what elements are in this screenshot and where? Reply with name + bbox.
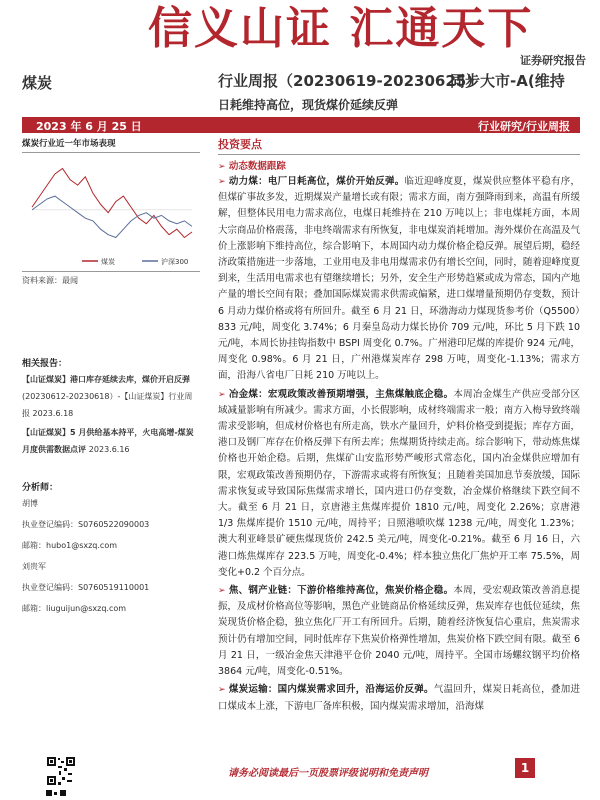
qr-code-icon[interactable] [46, 756, 76, 786]
left-column [22, 136, 200, 619]
analyst-name: 胡博 [22, 499, 38, 508]
report-type: 证券研究报告 [520, 54, 586, 67]
report-title: 行业周报（20230619-20230625） [218, 72, 482, 90]
related-report-title: 【山证煤炭】港口库存延续去库，煤价开启反弹 [22, 375, 190, 384]
brand-slogan: 信义山证 汇通天下 [148, 3, 534, 54]
chart-svg [22, 153, 200, 273]
arrow-icon: ➢ [218, 177, 226, 187]
bullet-lead: 动力煤：电厂日耗高位，煤价开始反弹。 [228, 176, 405, 187]
bullet-lead: 焦、钢产业链：下游价格维持高位，焦炭价格企稳。 [228, 585, 454, 597]
bullet-thermal-coal [218, 174, 580, 385]
bullet-text: 气温回升，煤炭日耗高位，叠加进口煤成本上涨，下游电厂备库积极，国内煤炭需求增加，沿海煤 [218, 684, 580, 712]
arrow-icon: ➢ [218, 586, 226, 597]
subhead-text: 动态数据跟踪 [228, 161, 286, 172]
related-report[interactable] [22, 424, 200, 458]
analyst-email[interactable]: 邮箱：liuguijun@sxzq.com [22, 604, 127, 613]
report-category: 行业研究/行业周报 [477, 120, 570, 133]
chart-source: 资料来源：最闻 [22, 276, 78, 285]
qr-code-icon[interactable] [46, 790, 66, 800]
legend-label: 沪深300 [161, 258, 189, 266]
legend-label: 煤炭 [101, 258, 115, 266]
date-bar [22, 117, 580, 133]
analyst-email[interactable]: 邮箱：hubo1@sxzq.com [22, 541, 118, 550]
report-subtitle: 日耗维持高位，现货煤价延续反弹 [218, 98, 399, 112]
chart-title: 煤炭行业近一年市场表现 [22, 139, 116, 149]
bullet-coking-coal [218, 387, 580, 581]
analyst-name: 刘贵军 [22, 562, 46, 571]
related-report[interactable] [22, 371, 200, 422]
bullet-coke-steel [218, 583, 580, 680]
series-line-1 [32, 196, 192, 237]
arrow-icon: ➢ [218, 389, 226, 400]
bullet-lead: 煤炭运输：国内煤炭需求回升，沿海运价反弹。 [228, 684, 434, 696]
related-report-meta: 2023.6.16 [88, 445, 130, 454]
related-report-meta: (20230612-20230618）-【山证煤炭】行业周报 2023.6.18 [22, 392, 193, 418]
report-date: 2023 年 6 月 25 日 [36, 120, 142, 133]
page-number: 1 [515, 758, 535, 778]
bullet-text: 本周，受宏观政策改善消息提振，及成材价格高位等影响，黑色产业链商品价格延续反弹，焦炭库存也低位延续，焦炭现货价格企稳，独立焦化厂开工有所回升。后期，随着经济恢复信心重启，焦炭需求预计仍有增加空间，同时低库存下焦炭价格弹性增加，焦炭价格下跌空间有限。截至 6 月 21 日，一级冶金焦天津港平仓价 2040 元/吨，周持平。全国市场螺纹钢平均价格 3864 元/吨，周变化-0.51%。 [218, 585, 580, 678]
analyst-license: 执业登记编码：S0760519110001 [22, 583, 150, 592]
performance-chart [22, 152, 200, 272]
related-head: 相关报告： [22, 359, 68, 369]
analyst-head: 分析师： [22, 483, 59, 493]
bullet-lead: 冶金煤：宏观政策改善预期增强，主焦煤触底企稳。 [228, 388, 454, 400]
right-column [218, 136, 580, 715]
series-line-0 [32, 169, 192, 238]
related-report-title: 【山证煤炭】5 月供给基本持平，火电高增-煤炭月度供需数据点评 [22, 428, 194, 454]
rating: 同步大市-A(维持 [450, 72, 565, 90]
analyst-license: 执业登记编码：S0760522090003 [22, 520, 150, 529]
arrow-icon: ➢ [218, 162, 226, 172]
disclaimer: 请务必阅读最后一页股票评级说明和免责声明 [228, 768, 428, 779]
bullet-transport [218, 682, 580, 714]
investment-head: 投资要点 [218, 136, 580, 155]
sector-name: 煤炭 [22, 74, 53, 92]
bullet-text: 临近迎峰度夏，煤炭供应整体平稳有序，但煤矿事故多发，近期煤炭产量增长或有限；需求方面，南方强降雨到来，高温有所缓解，但整体民用电力需求高位，电煤日耗维持在 210 万吨以上；非电煤耗方面，本周大宗商品价格震荡，非电终端需求有所恢复，非电煤炭消耗增加。海外煤价在高温及气价上涨影响下维持高位，综合影响下，本周国内动力煤价格企稳反弹。展望后期，稳经济政策措施进一步落地，工业用电及非电用煤需求仍有增长空间，同时，随着迎峰度夏到来，生活用电需求也有望继续增长；另外，安全生产形势趋紧或成为常态，国内产地产量的增长空间有限；叠加国际煤炭需求供需或偏紧，进口煤增量预期仍存变数，预计 6 月动力煤价格或将有所回升。截至 6 月 21 日，环渤海动力煤现货参考价（Q5500）833 元/吨，周变化 3.74%；6 月秦皇岛动力煤长协价 709 元/吨，环比 5 月下跌 10 元/吨，本周长协挂钩指数中 BSPI 周变化 0.7%。广州港印尼煤的库提价 924 元/吨，周变化 0.98%。6 月 21 日，广州港煤炭库存 298 万吨，周变化-1.13%；需求方面，沿海八省电厂日耗 210 万吨以上。 [218, 176, 580, 382]
section-subhead [218, 158, 580, 172]
bullet-text: 本周冶金煤生产供应受部分区域减量影响有所减少。需求方面，小长假影响，成材终端需求一般；南方入梅导致终端需求受影响，但成材价格也有所走高，铁水产量回升，炉料价格受到提振；库存方面，港口及钢厂库存在价格反弹下有所去库；焦煤期货持续走高。综合影响下，带动炼焦煤价格也开始企稳。后期，焦煤矿山安监形势严峻形式常态化，国内冶金煤供应增加有限，宏观政策改善预期仍存，下游需求或将有所恢复；且随着美国加息节奏放缓，国际需求恢复或导致国际焦煤需求增长，国内进口仍存变数，冶金煤价格继续下跌空间不大。截至 6 月 21 日，京唐港主焦煤库提价 1810 元/吨，周变化 2.26%；京唐港 1/3 焦煤库提价 1510 元/吨，周持平；日照港喷吹煤 1238 元/吨，周变化 1.23%；澳大利亚峰景矿硬焦煤现货价 242.5 美元/吨，周变化-0.21%。截至 6 月 16 日，六港口炼焦煤库存 223.5 万吨，周变化-0.4%；样本独立焦化厂焦炉开工率 75.5%，周变化+0.2 个百分点。 [218, 388, 580, 578]
arrow-icon: ➢ [218, 685, 226, 696]
